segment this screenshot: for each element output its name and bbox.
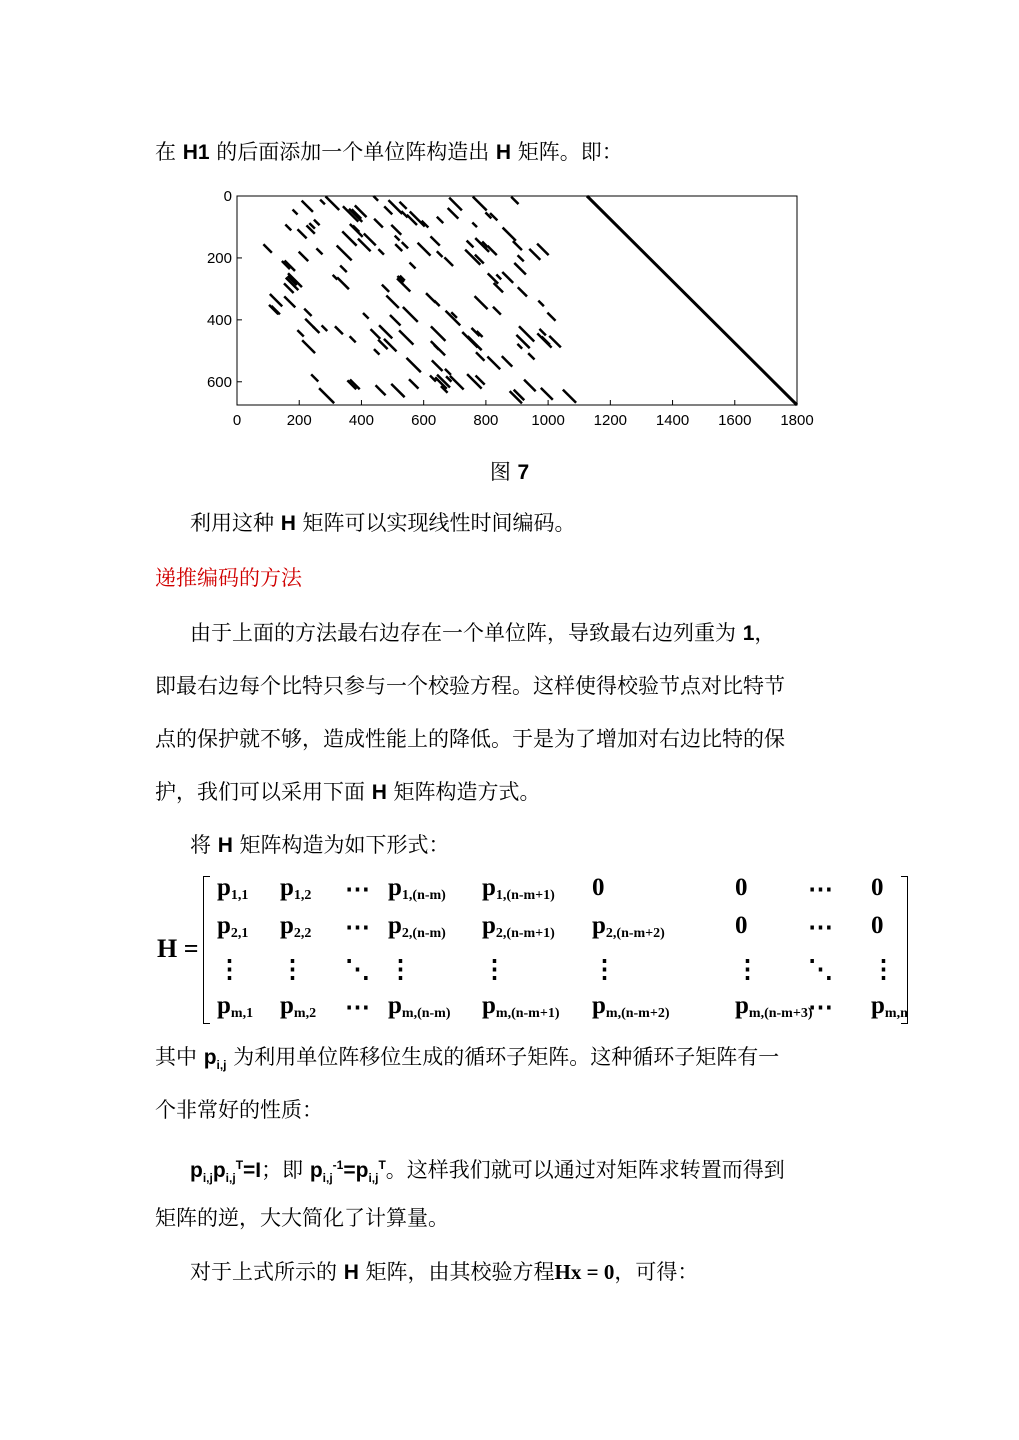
matrix-cell [871, 992, 908, 1022]
text: 图 [489, 460, 518, 484]
matrix-cell [280, 992, 316, 1022]
cell-subscript: 2,(n-m+1) [495, 926, 555, 941]
x-tick-label: 1200 [593, 412, 628, 429]
cell-main: ⋯ [345, 876, 370, 903]
cell-main: p [217, 992, 231, 1019]
matrix-cell [217, 912, 248, 942]
text: T [378, 1158, 386, 1172]
cell-main: p [592, 992, 606, 1019]
cell-main: 0 [735, 912, 748, 939]
h-matrix-equation [155, 870, 915, 1030]
text: H [280, 512, 296, 535]
text: p [190, 1159, 203, 1182]
cell-main: ⋮ [735, 956, 760, 983]
y-tick-label: 0 [223, 188, 232, 205]
cell-main: p [280, 992, 294, 1019]
x-tick-label: 1800 [780, 412, 814, 429]
x-tick-label: 400 [348, 412, 374, 429]
equation: Hx = 0 [554, 1260, 615, 1284]
matrix-cell [735, 992, 812, 1022]
cell-main: ⋮ [388, 956, 413, 983]
matrix-cell [345, 954, 370, 984]
matrix-cell [280, 912, 311, 942]
cell-main: p [871, 992, 885, 1019]
cell-main: ⋱ [808, 956, 833, 983]
paragraph-line [190, 1257, 698, 1288]
matrix-cell [808, 992, 833, 1022]
left-bracket [203, 876, 210, 1024]
y-tick-label: 400 [206, 311, 232, 329]
text: i,j [225, 1171, 236, 1186]
cell-subscript: m,(n-m) [401, 1006, 451, 1021]
text: ；即 [261, 1158, 310, 1182]
cell-main: 0 [592, 874, 605, 901]
text: i,j [216, 1058, 227, 1073]
x-tick-label: 1600 [718, 412, 752, 429]
paragraph-line [190, 830, 450, 861]
matrix-cell [388, 992, 451, 1022]
text: 利用这种 [190, 511, 281, 535]
paragraph-line [155, 1042, 779, 1080]
section-heading: 递推编码的方法 [155, 566, 302, 590]
paragraph-line [190, 508, 576, 539]
matrix-cell [735, 874, 748, 902]
text: 将 [190, 833, 218, 857]
matrix-cell [735, 912, 748, 940]
text: p [355, 1159, 369, 1182]
paragraph-line [155, 777, 541, 808]
cell-main: p [388, 874, 402, 901]
matrix-cell [592, 992, 669, 1022]
matrix-cell [592, 954, 617, 984]
formula-line [190, 1150, 785, 1193]
text: 为利用单位阵移位生成的循环子矩阵。这种循环子矩阵有一 [226, 1045, 780, 1069]
cell-main: ⋯ [808, 914, 833, 941]
matrix-cell [345, 992, 370, 1022]
cell-subscript: 2,2 [293, 926, 312, 941]
paragraph-line: 即最右边每个比特只参与一个校验方程。这样使得校验节点对比特节 [155, 674, 785, 698]
matrix-cell [871, 954, 896, 984]
matrix-cell [217, 874, 248, 904]
cell-main: ⋯ [345, 914, 370, 941]
paragraph-line: 矩阵的逆，大大简化了计算量。 [155, 1206, 449, 1230]
cell-main: ⋮ [280, 956, 305, 983]
cell-subscript: 1,1 [230, 888, 249, 903]
cell-subscript: m,(n-m+1) [495, 1006, 560, 1021]
paragraph-line: 点的保护就不够，造成性能上的降低。于是为了增加对右边比特的保 [155, 727, 785, 751]
matrix-cell [808, 912, 833, 942]
text: 的后面添加一个单位阵构造出 [209, 140, 496, 164]
text: 。这样我们就可以通过对矩阵求转置而得到 [385, 1158, 785, 1182]
cell-subscript: 1,(n-m) [401, 888, 446, 903]
x-tick-label: 1400 [655, 412, 690, 429]
text: 护，我们可以采用下面 [155, 780, 372, 804]
plot-frame [237, 196, 797, 405]
text: i,j [322, 1171, 333, 1186]
cell-main: p [482, 992, 496, 1019]
cell-main: p [482, 874, 496, 901]
matrix-lhs: H = [157, 934, 199, 963]
text: p [309, 1159, 323, 1182]
cell-subscript: 1,2 [293, 888, 312, 903]
matrix-cell [735, 954, 760, 984]
text: p [203, 1046, 217, 1069]
cell-subscript: 2,(n-m) [401, 926, 446, 941]
matrix-cell [871, 874, 884, 902]
text: H [371, 781, 387, 804]
matrix-cell [592, 912, 665, 942]
cell-subscript: m,n [884, 1006, 908, 1021]
cell-main: 0 [871, 874, 884, 901]
text: p [212, 1159, 226, 1182]
cell-subscript: 2,(n-m+2) [605, 926, 665, 941]
text: H [495, 141, 512, 164]
text: 矩阵构造为如下形式： [232, 833, 450, 857]
cell-main: ⋮ [592, 956, 617, 983]
matrix-cell [482, 954, 507, 984]
cell-main: 0 [735, 874, 748, 901]
x-tick-label: 800 [473, 412, 499, 429]
matrix-cell [280, 874, 311, 904]
cell-main: ⋮ [217, 956, 242, 983]
cell-main: p [217, 874, 231, 901]
text: T [235, 1158, 244, 1172]
y-tick-label: 600 [206, 373, 232, 391]
text: 由于上面的方法最右边存在一个单位阵，导致最右边列重为 [190, 621, 743, 645]
text: ，可得： [614, 1260, 699, 1284]
cell-main: p [280, 912, 294, 939]
text: 在 [155, 140, 183, 164]
cell-main: p [388, 912, 402, 939]
cell-main: p [592, 912, 606, 939]
text: ， [754, 621, 776, 645]
text: H1 [182, 141, 210, 164]
cell-main: ⋯ [808, 876, 833, 903]
x-tick-label: 600 [411, 412, 437, 429]
cell-main: p [217, 912, 231, 939]
cell-main: ⋮ [482, 956, 507, 983]
text: 矩阵。即： [511, 140, 623, 164]
matrix-cell [280, 954, 305, 984]
text: 矩阵，由其校验方程 [358, 1260, 555, 1284]
cell-main: p [388, 992, 402, 1019]
matrix-cell [871, 912, 884, 940]
cell-main: ⋮ [871, 956, 896, 983]
text: -1 [332, 1158, 344, 1172]
cell-main: ⋱ [345, 956, 370, 983]
matrix-cell [217, 954, 242, 984]
text: 其中 [155, 1045, 204, 1069]
x-tick-label: 200 [286, 412, 312, 429]
text: 矩阵可以实现线性时间编码。 [295, 511, 576, 535]
matrix-cell [345, 874, 370, 904]
matrix-cell [388, 954, 413, 984]
cell-main: p [735, 992, 749, 1019]
matrix-cell [592, 874, 605, 902]
matrix-cell [217, 992, 253, 1022]
spy-plot-figure [190, 180, 830, 440]
cell-main: ⋯ [345, 994, 370, 1021]
x-tick-label: 0 [232, 412, 242, 429]
matrix-cell [808, 954, 833, 984]
text: 1 [742, 622, 755, 645]
matrix-cell [345, 912, 370, 942]
paragraph-line [190, 618, 775, 649]
paragraph-line: 个非常好的性质： [155, 1098, 323, 1122]
text: = [343, 1159, 356, 1182]
matrix-cell [482, 874, 555, 904]
cell-subscript: m,(n-m+3) [748, 1006, 813, 1021]
text: 7 [517, 461, 530, 484]
text: H [217, 834, 233, 857]
cell-main: ⋯ [808, 994, 833, 1021]
matrix-cell [482, 992, 559, 1022]
cell-main: p [482, 912, 496, 939]
x-tick-label: 1000 [531, 412, 565, 429]
matrix-cell [808, 874, 833, 904]
cell-subscript: 1,(n-m+1) [495, 888, 555, 903]
matrix-cell [388, 874, 446, 904]
text: 对于上式所示的 [190, 1260, 344, 1284]
cell-subscript: m,2 [293, 1006, 317, 1021]
text: i,j [202, 1171, 213, 1186]
text: =I [243, 1159, 262, 1182]
figure-caption [0, 456, 1019, 486]
text: i,j [368, 1171, 379, 1186]
text: 矩阵构造方式。 [386, 780, 541, 804]
cell-main: p [280, 874, 294, 901]
cell-main: 0 [871, 912, 884, 939]
text: H [343, 1261, 359, 1284]
cell-subscript: 2,1 [230, 926, 249, 941]
cell-subscript: m,(n-m+2) [605, 1006, 670, 1021]
matrix-cell [482, 912, 555, 942]
cell-subscript: m,1 [230, 1006, 254, 1021]
y-tick-label: 200 [206, 249, 232, 267]
intro-line [155, 137, 623, 168]
matrix-cell [388, 912, 446, 942]
